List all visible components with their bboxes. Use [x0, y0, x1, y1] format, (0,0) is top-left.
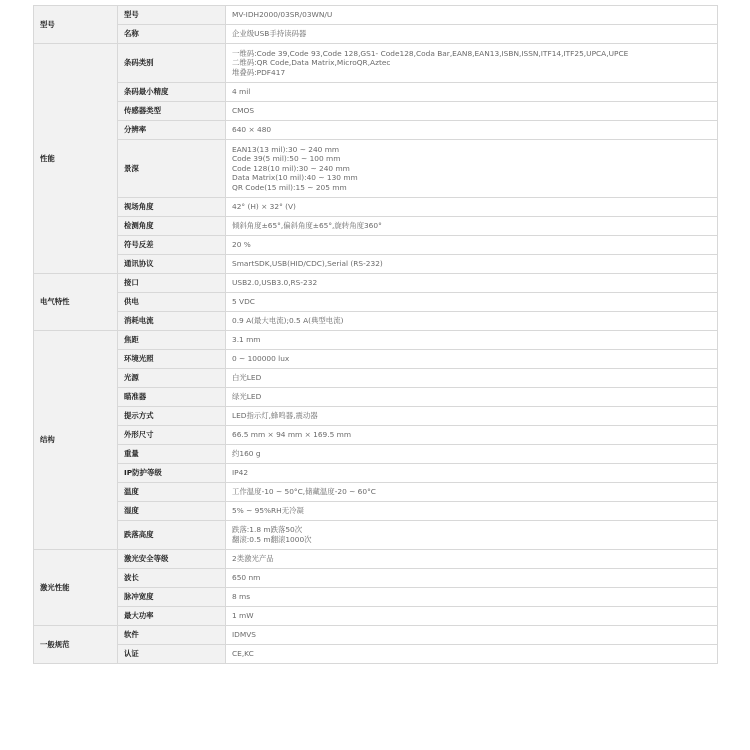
param-value [226, 102, 718, 121]
category-cell: 电气特性 [34, 274, 118, 331]
spec-row [34, 236, 718, 255]
param-value [226, 521, 718, 550]
value-line: 5 VDC [232, 297, 255, 307]
value-line: 8 ms [232, 592, 251, 602]
param-label: 最大功率 [118, 607, 226, 626]
value-line: 1 mW [232, 611, 254, 621]
value-line: 640 × 480 [232, 125, 272, 135]
param-value [226, 236, 718, 255]
param-value [226, 369, 718, 388]
category-cell: 结构 [34, 331, 118, 550]
spec-row [34, 331, 718, 350]
spec-row [34, 483, 718, 502]
spec-row [34, 274, 718, 293]
value-line: 倾斜角度±65°,偏斜角度±65°,旋转角度360° [232, 221, 382, 231]
category-cell: 型号 [34, 6, 118, 44]
value-line: 白光LED [232, 373, 262, 383]
value-line: 0 ~ 100000 lux [232, 354, 290, 364]
param-label: 环境光照 [118, 350, 226, 369]
param-value [226, 502, 718, 521]
spec-row [34, 569, 718, 588]
param-value [226, 588, 718, 607]
param-value [226, 25, 718, 44]
value-line: Code 39(5 mil):50 ~ 100 mm [232, 154, 341, 164]
param-label: 激光安全等级 [118, 550, 226, 569]
param-value [226, 121, 718, 140]
param-value [226, 607, 718, 626]
value-line: 66.5 mm × 94 mm × 169.5 mm [232, 430, 352, 440]
param-label: 消耗电流 [118, 312, 226, 331]
value-line: MV-IDH2000/03SR/03WN/U [232, 10, 333, 20]
category-cell: 性能 [34, 44, 118, 274]
param-label: 温度 [118, 483, 226, 502]
spec-row [34, 6, 718, 25]
value-line: 42° (H) × 32° (V) [232, 202, 296, 212]
value-line: 一维码:Code 39,Code 93,Code 128,GS1- Code128,Coda Bar,EAN8,EAN13,ISBN,ISSN,ITF14,ITF25,UPCA,UPCE [232, 48, 629, 58]
spec-row [34, 83, 718, 102]
param-label: 景深 [118, 140, 226, 198]
param-label: 接口 [118, 274, 226, 293]
value-line: Data Matrix(10 mil):40 ~ 130 mm [232, 173, 358, 183]
spec-row [34, 521, 718, 550]
param-value [226, 293, 718, 312]
param-value [226, 445, 718, 464]
spec-table [33, 5, 718, 664]
param-value [226, 645, 718, 664]
spec-row [34, 388, 718, 407]
param-value [226, 426, 718, 445]
param-value [226, 44, 718, 83]
spec-row [34, 445, 718, 464]
param-value [226, 550, 718, 569]
param-label: 脉冲宽度 [118, 588, 226, 607]
spec-row [34, 502, 718, 521]
spec-row [34, 626, 718, 645]
spec-row [34, 44, 718, 83]
param-label: 光源 [118, 369, 226, 388]
param-label: 通讯协议 [118, 255, 226, 274]
spec-row [34, 645, 718, 664]
param-label: 型号 [118, 6, 226, 25]
param-label: 焦距 [118, 331, 226, 350]
param-label: 分辨率 [118, 121, 226, 140]
value-line: 工作温度-10 ~ 50°C,储藏温度-20 ~ 60°C [232, 487, 376, 497]
param-value [226, 464, 718, 483]
param-label: 软件 [118, 626, 226, 645]
param-label: 提示方式 [118, 407, 226, 426]
value-line: USB2.0,USB3.0,RS-232 [232, 278, 318, 288]
param-label: IP防护等级 [118, 464, 226, 483]
value-line: EAN13(13 mil):30 ~ 240 mm [232, 144, 340, 154]
spec-row [34, 217, 718, 236]
param-label: 湿度 [118, 502, 226, 521]
param-value [226, 140, 718, 198]
param-value [226, 331, 718, 350]
value-line: 企业级USB手持读码器 [232, 29, 307, 39]
spec-row [34, 121, 718, 140]
param-value [226, 312, 718, 331]
param-value [226, 83, 718, 102]
value-line: IDMVS [232, 630, 256, 640]
value-line: 2类激光产品 [232, 554, 274, 564]
value-line: 5% ~ 95%RH无冷凝 [232, 506, 304, 516]
spec-row [34, 588, 718, 607]
spec-table-body [34, 6, 718, 664]
param-value [226, 407, 718, 426]
value-line: 20 % [232, 240, 251, 250]
param-label: 名称 [118, 25, 226, 44]
value-line: LED指示灯,蜂鸣器,震动器 [232, 411, 318, 421]
spec-row [34, 102, 718, 121]
param-value [226, 350, 718, 369]
spec-row [34, 550, 718, 569]
value-line: 翻滚:0.5 m翻滚1000次 [232, 535, 312, 544]
param-label: 瞄准器 [118, 388, 226, 407]
spec-row [34, 464, 718, 483]
value-line: 绿光LED [232, 392, 262, 402]
spec-row [34, 407, 718, 426]
param-value [226, 626, 718, 645]
value-line: Code 128(10 mil):30 ~ 240 mm [232, 163, 350, 173]
value-line: 二维码:QR Code,Data Matrix,MicroQR,Aztec [232, 58, 391, 68]
value-line: 650 nm [232, 573, 261, 583]
value-line: 3.1 mm [232, 335, 261, 345]
param-label: 检测角度 [118, 217, 226, 236]
param-label: 外形尺寸 [118, 426, 226, 445]
param-label: 跌落高度 [118, 521, 226, 550]
value-line: 跌落:1.8 m跌落50次 [232, 525, 303, 535]
param-value [226, 198, 718, 217]
spec-row [34, 369, 718, 388]
spec-row [34, 607, 718, 626]
param-label: 重量 [118, 445, 226, 464]
value-line: IP42 [232, 468, 249, 478]
param-label: 条码类别 [118, 44, 226, 83]
spec-row [34, 312, 718, 331]
category-cell: 激光性能 [34, 550, 118, 626]
param-label: 条码最小精度 [118, 83, 226, 102]
value-line: 约160 g [232, 449, 261, 459]
param-value [226, 483, 718, 502]
param-value [226, 569, 718, 588]
value-line: SmartSDK,USB(HID/CDC),Serial (RS-232) [232, 259, 383, 269]
param-label: 符号反差 [118, 236, 226, 255]
spec-row [34, 426, 718, 445]
spec-row [34, 25, 718, 44]
param-value [226, 255, 718, 274]
value-line: 4 mil [232, 87, 251, 97]
value-line: QR Code(15 mil):15 ~ 205 mm [232, 182, 347, 192]
param-label: 供电 [118, 293, 226, 312]
param-label: 视场角度 [118, 198, 226, 217]
param-label: 波长 [118, 569, 226, 588]
param-value [226, 388, 718, 407]
value-line: CMOS [232, 106, 255, 116]
value-line: 堆叠码:PDF417 [232, 67, 286, 77]
param-label: 传感器类型 [118, 102, 226, 121]
value-line: 0.9 A(最大电流);0.5 A(典型电流) [232, 316, 344, 326]
value-line: CE,KC [232, 649, 254, 659]
spec-row [34, 255, 718, 274]
spec-row [34, 293, 718, 312]
spec-row [34, 350, 718, 369]
param-label: 认证 [118, 645, 226, 664]
spec-row [34, 198, 718, 217]
param-value [226, 274, 718, 293]
param-value [226, 217, 718, 236]
param-value [226, 6, 718, 25]
category-cell: 一般规范 [34, 626, 118, 664]
spec-row [34, 140, 718, 198]
